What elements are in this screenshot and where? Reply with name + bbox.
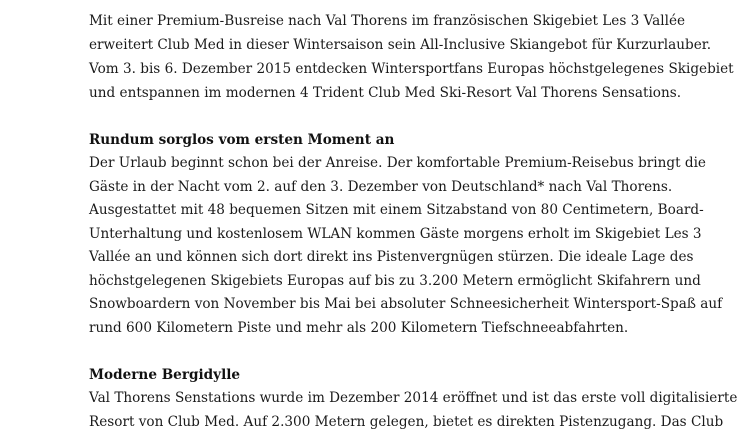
- intro-line-3: Vom 3. bis 6. Dezember 2015 entdecken Wintersportfans Europas höchstgelegenes Skigebiet: [89, 61, 734, 77]
- section1-line-6: höchstgelegenen Skigebiets Europas auf bis zu 3.200 Metern ermöglicht Skifahrern und: [89, 273, 701, 289]
- section-heading-moderne-bergidylle: Moderne Bergidylle: [89, 367, 241, 383]
- section-heading-rundum-sorglos: Rundum sorglos vom ersten Moment an: [89, 132, 395, 148]
- section1-line-7: Snowboardern von November bis Mai bei absoluter Schneesicherheit Wintersport-Spaß auf: [89, 296, 723, 312]
- section1-line-4: Unterhaltung und kostenlosem WLAN kommen Gäste morgens erholt im Skigebiet Les 3: [89, 226, 702, 242]
- intro-line-4: und entspannen im modernen 4 Trident Club Med Ski-Resort Val Thorens Sensations.: [89, 85, 682, 101]
- section1-line-1: Der Urlaub beginnt schon bei der Anreise. Der komfortable Premium-Reisebus bringt die: [89, 155, 706, 171]
- section2-line-2: Resort von Club Med. Auf 2.300 Metern gelegen, bietet es direkten Pistenzugang. Das Club: [89, 414, 724, 430]
- section1-line-8: rund 600 Kilometern Piste und mehr als 200 Kilometern Tiefschneeabfahrten.: [89, 320, 629, 336]
- section1-line-2: Gäste in der Nacht vom 2. auf den 3. Dezember von Deutschland* nach Val Thorens.: [89, 179, 673, 195]
- intro-line-1: Mit einer Premium-Busreise nach Val Thorens im französischen Skigebiet Les 3 Vallée: [89, 13, 686, 29]
- section2-line-1: Val Thorens Senstations wurde im Dezember 2014 eröffnet und ist das erste voll digitalisierte: [89, 390, 738, 406]
- section1-line-5: Vallée an und können sich dort direkt ins Pistenvergnügen stürzen. Die ideale Lage des: [89, 249, 694, 265]
- intro-line-2: erweitert Club Med in dieser Wintersaison sein All-Inclusive Skiangebot für Kurzurlauber.: [89, 37, 712, 53]
- section1-line-3: Ausgestattet mit 48 bequemen Sitzen mit einem Sitzabstand von 80 Centimetern, Board-: [89, 202, 704, 218]
